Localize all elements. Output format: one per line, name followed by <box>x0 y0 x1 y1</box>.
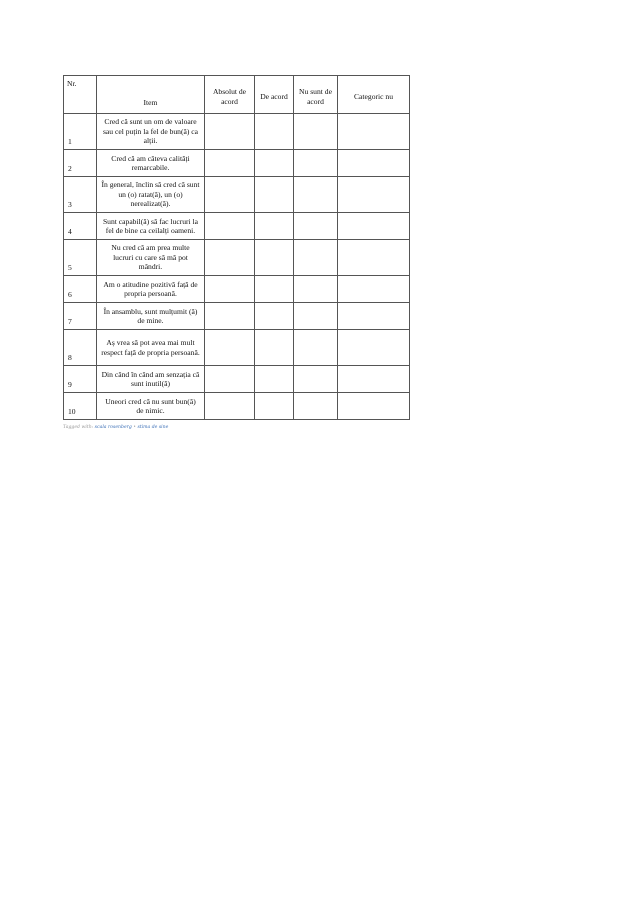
self-esteem-questionnaire-table <box>63 75 410 420</box>
answer-cell-nu-sunt-de-acord[interactable] <box>294 330 338 366</box>
tag-link-stima-de-sine[interactable]: stima de sine <box>137 425 169 430</box>
row-number: 2 <box>64 150 97 177</box>
answer-cell-nu-sunt-de-acord[interactable] <box>294 393 338 420</box>
option-header-nu-sunt-de-acord: Nu sunt de acord <box>294 76 338 114</box>
table-header-row <box>64 76 410 114</box>
item-statement: Aș vrea să pot avea mai mult respect față de propria persoană. <box>97 330 205 366</box>
table-row <box>64 213 410 240</box>
nr-column-header: Nr. <box>64 76 97 114</box>
answer-cell-absolut-de-acord[interactable] <box>205 177 255 213</box>
table-row <box>64 366 410 393</box>
answer-cell-absolut-de-acord[interactable] <box>205 213 255 240</box>
table-row <box>64 393 410 420</box>
answer-cell-categoric-nu[interactable] <box>338 240 410 276</box>
answer-cell-absolut-de-acord[interactable] <box>205 240 255 276</box>
tags-line <box>63 425 168 430</box>
answer-cell-categoric-nu[interactable] <box>338 150 410 177</box>
tag-link-scala-rosenberg[interactable]: scala rosenberg <box>94 425 132 430</box>
table-row <box>64 303 410 330</box>
answer-cell-absolut-de-acord[interactable] <box>205 150 255 177</box>
table-row <box>64 150 410 177</box>
item-statement: Sunt capabil(ă) să fac lucruri la fel de bine ca ceilalți oameni. <box>97 213 205 240</box>
row-number: 1 <box>64 114 97 150</box>
answer-cell-de-acord[interactable] <box>255 114 294 150</box>
table-row <box>64 330 410 366</box>
item-statement: Uneori cred că nu sunt bun(ă) de nimic. <box>97 393 205 420</box>
answer-cell-categoric-nu[interactable] <box>338 114 410 150</box>
answer-cell-de-acord[interactable] <box>255 150 294 177</box>
answer-cell-categoric-nu[interactable] <box>338 177 410 213</box>
answer-cell-nu-sunt-de-acord[interactable] <box>294 303 338 330</box>
item-statement: Din când în când am senzația că sunt inutil(ă) <box>97 366 205 393</box>
answer-cell-absolut-de-acord[interactable] <box>205 393 255 420</box>
answer-cell-absolut-de-acord[interactable] <box>205 330 255 366</box>
answer-cell-nu-sunt-de-acord[interactable] <box>294 177 338 213</box>
answer-cell-absolut-de-acord[interactable] <box>205 303 255 330</box>
row-number: 4 <box>64 213 97 240</box>
answer-cell-de-acord[interactable] <box>255 366 294 393</box>
answer-cell-de-acord[interactable] <box>255 303 294 330</box>
answer-cell-absolut-de-acord[interactable] <box>205 276 255 303</box>
item-statement: În ansamblu, sunt mulțumit (ă) de mine. <box>97 303 205 330</box>
answer-cell-categoric-nu[interactable] <box>338 393 410 420</box>
item-statement: Cred că sunt un om de valoare sau cel puțin la fel de bun(ă) ca alții. <box>97 114 205 150</box>
table-row <box>64 276 410 303</box>
answer-cell-categoric-nu[interactable] <box>338 366 410 393</box>
answer-cell-nu-sunt-de-acord[interactable] <box>294 366 338 393</box>
answer-cell-de-acord[interactable] <box>255 177 294 213</box>
answer-cell-de-acord[interactable] <box>255 393 294 420</box>
answer-cell-absolut-de-acord[interactable] <box>205 114 255 150</box>
tags-prefix: Tagged with: <box>63 425 94 430</box>
option-header-absolut-de-acord: Absolut de acord <box>205 76 255 114</box>
row-number: 7 <box>64 303 97 330</box>
row-number: 5 <box>64 240 97 276</box>
option-header-de-acord: De acord <box>255 76 294 114</box>
item-statement: În general, înclin să cred că sunt un (o) ratat(ă), un (o) nerealizat(ă). <box>97 177 205 213</box>
row-number: 3 <box>64 177 97 213</box>
answer-cell-de-acord[interactable] <box>255 330 294 366</box>
answer-cell-categoric-nu[interactable] <box>338 213 410 240</box>
answer-cell-nu-sunt-de-acord[interactable] <box>294 213 338 240</box>
item-statement: Am o atitudine pozitivă față de propria persoană. <box>97 276 205 303</box>
item-statement: Cred că am câteva calități remarcabile. <box>97 150 205 177</box>
answer-cell-absolut-de-acord[interactable] <box>205 366 255 393</box>
answer-cell-nu-sunt-de-acord[interactable] <box>294 276 338 303</box>
answer-cell-de-acord[interactable] <box>255 213 294 240</box>
answer-cell-categoric-nu[interactable] <box>338 276 410 303</box>
answer-cell-nu-sunt-de-acord[interactable] <box>294 114 338 150</box>
answer-cell-nu-sunt-de-acord[interactable] <box>294 150 338 177</box>
answer-cell-de-acord[interactable] <box>255 240 294 276</box>
answer-cell-categoric-nu[interactable] <box>338 303 410 330</box>
row-number: 8 <box>64 330 97 366</box>
row-number: 10 <box>64 393 97 420</box>
answer-cell-categoric-nu[interactable] <box>338 330 410 366</box>
row-number: 6 <box>64 276 97 303</box>
answer-cell-nu-sunt-de-acord[interactable] <box>294 240 338 276</box>
row-number: 9 <box>64 366 97 393</box>
option-header-categoric-nu: Categoric nu <box>338 76 410 114</box>
table-row <box>64 240 410 276</box>
table-row <box>64 114 410 150</box>
tag-separator: • <box>133 425 136 430</box>
item-statement: Nu cred că am prea multe lucruri cu care să mă pot mândri. <box>97 240 205 276</box>
item-column-header: Item <box>97 76 205 114</box>
table-row <box>64 177 410 213</box>
answer-cell-de-acord[interactable] <box>255 276 294 303</box>
